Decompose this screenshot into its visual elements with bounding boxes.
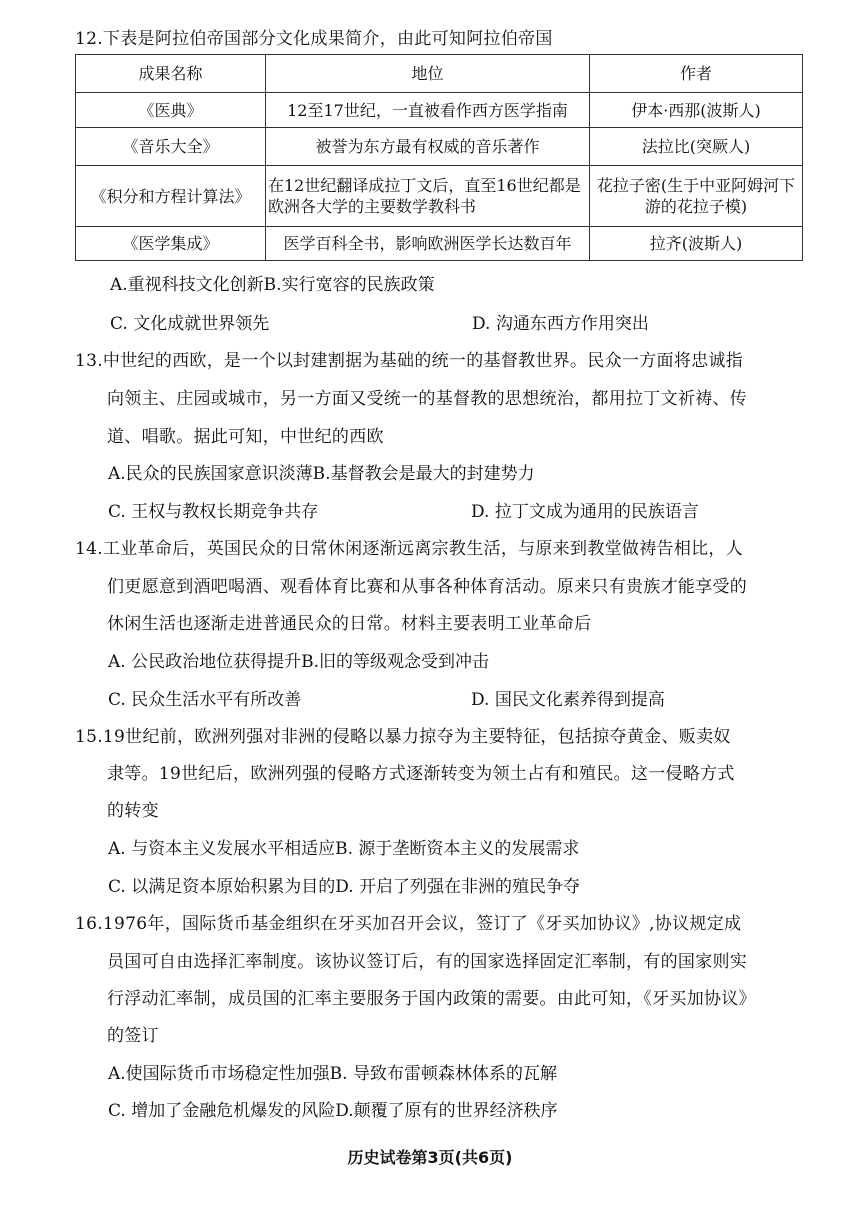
q14-option-ab: A. 公民政治地位获得提升B.旧的等级观念受到冲击 (108, 652, 489, 672)
q16-option-cd: C. 增加了金融危机爆发的风险D.颠覆了原有的世界经济秩序 (108, 1101, 558, 1121)
q12-option-d: D. 沟通东西方作用突出 (472, 314, 649, 334)
q12-table (75, 54, 803, 261)
table-cell: 医学百科全书，影响欧洲医学长达数百年 (266, 227, 590, 261)
q16-stem-line-3: 行浮动汇率制，成员国的汇率主要服务于国内政策的需要。由此可知，《牙买加协议》 (107, 989, 756, 1009)
q16-option-ab: A.使国际货币市场稳定性加强B. 导致布雷顿森林体系的瓦解 (108, 1064, 557, 1084)
q13-stem-line-1: 13.中世纪的西欧，是一个以封建割据为基础的统一的基督教世界。民众一方面将忠诚指 (75, 351, 744, 371)
table-cell: 拉齐(波斯人) (590, 227, 803, 261)
table-row (76, 93, 803, 128)
page-footer: 历史试卷第3页(共6页) (347, 1148, 513, 1167)
q16-stem-line-2: 员国可自由选择汇率制度。该协议签订后，有的国家选择固定汇率制，有的国家则实 (107, 952, 748, 972)
table-cell: 伊本·西那(波斯人) (590, 93, 803, 128)
q13-stem-line-2: 向领主、庄园或城市，另一方面又受统一的基督教的思想统治，都用拉丁文祈祷、传 (107, 389, 748, 409)
q12-option-ab: A.重视科技文化创新B.实行宽容的民族政策 (110, 275, 435, 295)
q14-option-d: D. 国民文化素养得到提高 (471, 690, 665, 710)
table-cell: 《医学集成》 (76, 227, 266, 261)
table-header-row (76, 55, 803, 93)
table-header-cell: 成果名称 (76, 55, 266, 93)
q14-stem-line-3: 休闲生活也逐渐走进普通民众的日常。材料主要表明工业革命后 (107, 614, 592, 634)
table-cell: 被誉为东方最有权威的音乐著作 (266, 128, 590, 166)
q14-stem-line-2: 们更愿意到酒吧喝酒、观看体育比赛和从事各种体育活动。原来只有贵族才能享受的 (107, 577, 748, 597)
table-row (76, 227, 803, 261)
table-cell: 12至17世纪，一直被看作西方医学指南 (266, 93, 590, 128)
q16-stem-line-1: 16.1976年，国际货币基金组织在牙买加召开会议，签订了《牙买加协议》,协议规定成 (75, 914, 742, 934)
table-cell: 花拉子密(生于中亚阿姆河下游的花拉子模) (590, 166, 803, 227)
table-header-cell: 地位 (266, 55, 590, 93)
q13-stem-line-3: 道、唱歌。据此可知，中世纪的西欧 (107, 427, 384, 447)
q12-stem: 12.下表是阿拉伯帝国部分文化成果简介，由此可知阿拉伯帝国 (75, 29, 553, 49)
table-cell: 在12世纪翻译成拉丁文后，直至16世纪都是欧洲各大学的主要数学教科书 (266, 166, 590, 227)
q15-option-cd: C. 以满足资本原始积累为目的D. 开启了列强在非洲的殖民争夺 (108, 877, 581, 897)
q13-option-ab: A.民众的民族国家意识淡薄B.基督教会是最大的封建势力 (108, 464, 535, 484)
q13-option-d: D. 拉丁文成为通用的民族语言 (471, 502, 699, 522)
table-header-cell: 作者 (590, 55, 803, 93)
table-cell: 《积分和方程计算法》 (76, 166, 266, 227)
q15-stem-line-1: 15.19世纪前，欧洲列强对非洲的侵略以暴力掠夺为主要特征，包括掠夺黄金、贩卖奴 (75, 727, 731, 747)
q15-stem-line-3: 的转变 (107, 801, 159, 821)
table-cell: 《音乐大全》 (76, 128, 266, 166)
q13-option-c: C. 王权与教权长期竞争共存 (108, 502, 319, 522)
table-row (76, 166, 803, 227)
q14-stem-line-1: 14.工业革命后，英国民众的日常休闲逐渐远离宗教生活，与原来到教堂做祷告相比，人 (75, 539, 744, 559)
q15-option-ab: A. 与资本主义发展水平相适应B. 源于垄断资本主义的发展需求 (108, 839, 580, 859)
table-row (76, 128, 803, 166)
q14-option-c: C. 民众生活水平有所改善 (108, 690, 302, 710)
q16-stem-line-4: 的签订 (107, 1026, 159, 1046)
q15-stem-line-2: 隶等。19世纪后，欧洲列强的侵略方式逐渐转变为领土占有和殖民。这一侵略方式 (107, 764, 735, 784)
q12-option-c: C. 文化成就世界领先 (110, 314, 270, 334)
table-cell: 法拉比(突厥人) (590, 128, 803, 166)
table-cell: 《医典》 (76, 93, 266, 128)
